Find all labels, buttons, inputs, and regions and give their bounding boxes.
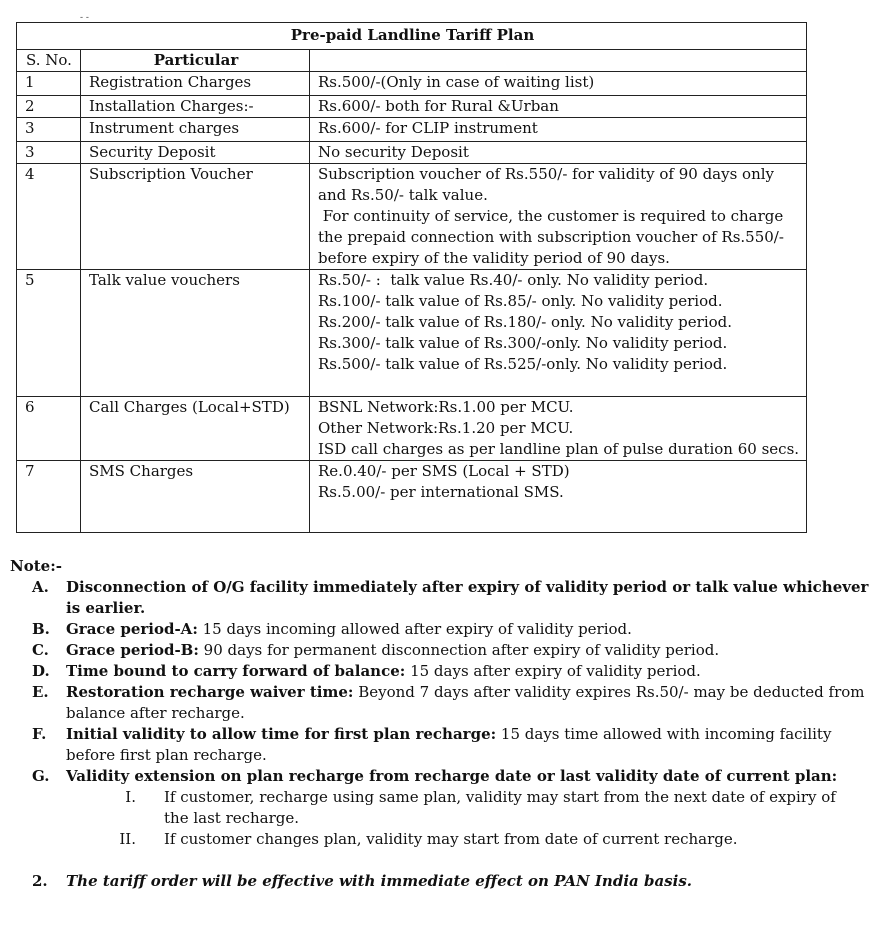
- table-title-row: [17, 23, 807, 50]
- final-text: The tariff order will be effective with immediate effect on PAN India basis.: [66, 872, 692, 890]
- detail-line: Rs.500/-(Only in case of waiting list): [318, 73, 595, 91]
- note-bold-text: Restoration recharge waiver time:: [66, 683, 354, 701]
- note-bold-text: Grace period-B:: [66, 641, 199, 659]
- note-text: 15 days incoming allowed after expiry of validity period.: [197, 620, 632, 638]
- row-particular: Registration Charges: [81, 72, 310, 96]
- note-letter: E.: [32, 683, 49, 701]
- row-sno: 5: [17, 270, 81, 397]
- note-item: [10, 640, 870, 661]
- note-text: 15 days time allowed with incoming facility before first plan recharge.: [66, 725, 832, 764]
- final-number: 2.: [32, 872, 48, 890]
- row-details: [310, 164, 807, 270]
- table-row: [17, 270, 807, 397]
- row-sno: 3: [17, 142, 81, 164]
- note-body: [66, 577, 870, 619]
- row-details: [310, 118, 807, 142]
- table-header-row: [17, 50, 807, 72]
- note-body: [66, 766, 870, 787]
- note-item: [10, 682, 870, 724]
- detail-line: Rs.600/- for CLIP instrument: [318, 119, 538, 137]
- sub-note-numeral: I.: [125, 788, 136, 806]
- detail-line: Rs.5.00/- per international SMS.: [318, 483, 564, 501]
- table-title: Pre-paid Landline Tariff Plan: [17, 23, 807, 50]
- row-details: [310, 397, 807, 461]
- row-sno: 3: [17, 118, 81, 142]
- note-text: 90 days for permanent disconnection after expiry of validity period.: [198, 641, 720, 659]
- note-bold-text: Time bound to carry forward of balance:: [66, 662, 406, 680]
- header-particular: Particular: [81, 50, 310, 72]
- note-letter: D.: [32, 662, 50, 680]
- sub-note-item: [112, 829, 870, 850]
- row-details: [310, 96, 807, 118]
- note-bold-text: Validity extension on plan recharge from recharge date or last validity date of current plan:: [66, 767, 838, 785]
- detail-line: before expiry of the validity period of 90 days.: [318, 249, 670, 267]
- table-row: [17, 397, 807, 461]
- note-body: [66, 682, 870, 724]
- row-sno: 7: [17, 461, 81, 533]
- detail-line: Rs.300/- talk value of Rs.300/-only. No validity period.: [318, 334, 728, 352]
- notes-sublist: [10, 787, 870, 850]
- row-particular: Instrument charges: [81, 118, 310, 142]
- note-letter: G.: [32, 767, 50, 785]
- sub-note-text: If customer, recharge using same plan, validity may start from the next date of expiry of the last recharge.: [164, 788, 836, 827]
- sub-note-text: If customer changes plan, validity may start from date of current recharge.: [164, 830, 738, 848]
- row-sno: 6: [17, 397, 81, 461]
- row-details: [310, 461, 807, 533]
- note-item: [10, 766, 870, 787]
- note-letter: F.: [32, 725, 47, 743]
- sub-note-item: [112, 787, 870, 829]
- sub-note-numeral: II.: [119, 830, 136, 848]
- detail-line: Rs.600/- both for Rural &Urban: [318, 97, 559, 115]
- table-row: [17, 118, 807, 142]
- row-particular: SMS Charges: [81, 461, 310, 533]
- note-bold-text: Initial validity to allow time for first plan recharge:: [66, 725, 497, 743]
- note-text: Beyond 7 days after validity expires Rs.50/- may be deducted from balance after recharge.: [66, 683, 865, 722]
- row-particular: Installation Charges:-: [81, 96, 310, 118]
- note-item: [10, 661, 870, 682]
- detail-line: Rs.50/- : talk value Rs.40/- only. No validity period.: [318, 271, 709, 289]
- row-particular: Call Charges (Local+STD): [81, 397, 310, 461]
- page-mark: - -: [80, 13, 89, 23]
- note-item: [10, 619, 870, 640]
- note-body: [66, 640, 870, 661]
- note-letter: B.: [32, 620, 50, 638]
- table-row: [17, 72, 807, 96]
- detail-line: BSNL Network:Rs.1.00 per MCU.: [318, 398, 574, 416]
- row-sno: 2: [17, 96, 81, 118]
- notes-section: [10, 556, 870, 892]
- note-body: [66, 661, 870, 682]
- table-row: [17, 142, 807, 164]
- note-body: [66, 619, 870, 640]
- row-sno: 1: [17, 72, 81, 96]
- note-bold-text: Disconnection of O/G facility immediately after expiry of validity period or talk value whichever is earlier.: [66, 578, 869, 617]
- note-text: 15 days after expiry of validity period.: [405, 662, 701, 680]
- header-details: [310, 50, 807, 72]
- detail-line: No security Deposit: [318, 143, 469, 161]
- header-sno: S. No.: [17, 50, 81, 72]
- note-letter: A.: [32, 578, 49, 596]
- row-details: [310, 72, 807, 96]
- detail-line: Rs.200/- talk value of Rs.180/- only. No validity period.: [318, 313, 733, 331]
- table-row: [17, 164, 807, 270]
- detail-line: Subscription voucher of Rs.550/- for validity of 90 days only: [318, 165, 775, 183]
- row-particular: Subscription Voucher: [81, 164, 310, 270]
- notes-heading: Note:-: [10, 557, 62, 575]
- detail-line: Rs.100/- talk value of Rs.85/- only. No validity period.: [318, 292, 723, 310]
- detail-line: and Rs.50/- talk value.: [318, 186, 488, 204]
- detail-line: Re.0.40/- per SMS (Local + STD): [318, 462, 570, 480]
- table-row: [17, 96, 807, 118]
- detail-line: ISD call charges as per landline plan of pulse duration 60 secs.: [318, 440, 800, 458]
- note-item: [10, 724, 870, 766]
- note-bold-text: Grace period-A:: [66, 620, 198, 638]
- note-body: [66, 724, 870, 766]
- row-details: [310, 270, 807, 397]
- row-particular: Talk value vouchers: [81, 270, 310, 397]
- detail-line: the prepaid connection with subscription voucher of Rs.550/-: [318, 228, 784, 246]
- detail-line: Other Network:Rs.1.20 per MCU.: [318, 419, 574, 437]
- row-particular: Security Deposit: [81, 142, 310, 164]
- notes-list: [10, 577, 870, 787]
- detail-line: Rs.500/- talk value of Rs.525/-only. No validity period.: [318, 355, 728, 373]
- final-statement: [10, 871, 870, 892]
- table-row: [17, 461, 807, 533]
- detail-line: For continuity of service, the customer is required to charge: [318, 207, 784, 225]
- tariff-rows: [17, 72, 807, 533]
- row-sno: 4: [17, 164, 81, 270]
- row-details: [310, 142, 807, 164]
- note-item: [10, 577, 870, 619]
- note-letter: C.: [32, 641, 49, 659]
- tariff-table: [16, 22, 807, 533]
